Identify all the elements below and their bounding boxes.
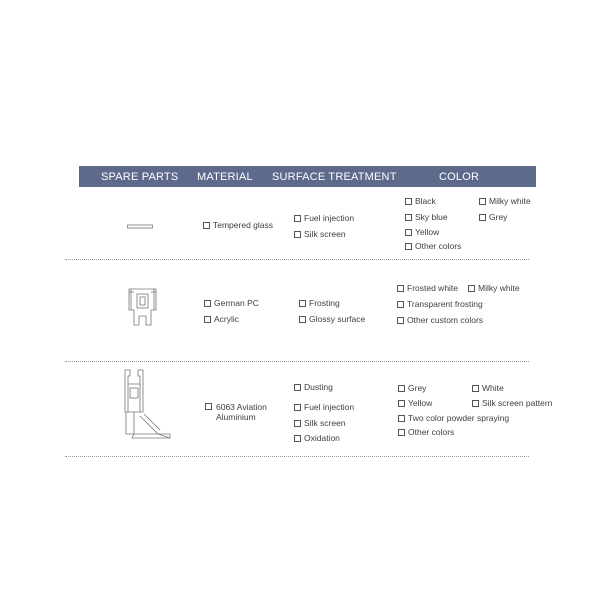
option-checkbox[interactable]: Milky white xyxy=(479,196,531,206)
header-color: COLOR xyxy=(439,171,480,183)
checkbox-icon[interactable] xyxy=(397,301,404,308)
option-checkbox[interactable]: Silk screen xyxy=(294,418,346,428)
option-checkbox[interactable]: Tempered glass xyxy=(203,220,273,230)
checkbox-icon[interactable] xyxy=(294,215,301,222)
checkbox-icon[interactable] xyxy=(397,317,404,324)
checkbox-icon[interactable] xyxy=(405,243,412,250)
pc-cover-icon xyxy=(125,288,160,326)
option-checkbox[interactable]: Sky blue xyxy=(405,212,448,222)
checkbox-icon[interactable] xyxy=(294,404,301,411)
option-checkbox[interactable]: Frosted white xyxy=(397,283,458,293)
checkbox-icon[interactable] xyxy=(479,198,486,205)
checkbox-icon[interactable] xyxy=(204,316,211,323)
checkbox-icon[interactable] xyxy=(479,214,486,221)
option-checkbox[interactable]: Black xyxy=(405,196,436,206)
row-divider xyxy=(65,456,529,457)
glass-strip-icon xyxy=(127,224,153,230)
option-checkbox[interactable]: German PC xyxy=(204,298,259,308)
option-checkbox[interactable]: Milky white xyxy=(468,283,520,293)
option-checkbox[interactable]: Yellow xyxy=(405,227,439,237)
aluminium-profile-icon xyxy=(118,368,173,443)
checkbox-icon[interactable] xyxy=(204,300,211,307)
checkbox-icon[interactable] xyxy=(294,231,301,238)
option-checkbox[interactable]: Two color powder spraying xyxy=(398,413,509,423)
checkbox-icon[interactable] xyxy=(397,285,404,292)
checkbox-icon[interactable] xyxy=(468,285,475,292)
option-checkbox[interactable]: 6063 Aviation Aluminium xyxy=(205,402,285,422)
checkbox-icon[interactable] xyxy=(398,385,405,392)
option-checkbox[interactable]: Other colors xyxy=(405,241,461,251)
checkbox-icon[interactable] xyxy=(405,198,412,205)
checkbox-icon[interactable] xyxy=(299,316,306,323)
option-checkbox[interactable]: Grey xyxy=(398,383,426,393)
header-surface-treatment: SURFACE TREATMENT xyxy=(272,171,397,183)
checkbox-icon[interactable] xyxy=(398,400,405,407)
option-checkbox[interactable]: Other custom colors xyxy=(397,315,483,325)
checkbox-icon[interactable] xyxy=(398,415,405,422)
option-checkbox[interactable]: Acrylic xyxy=(204,314,239,324)
checkbox-icon[interactable] xyxy=(405,214,412,221)
option-checkbox[interactable]: Other colors xyxy=(398,427,454,437)
option-checkbox[interactable]: Grey xyxy=(479,212,507,222)
option-checkbox[interactable]: Fuel injection xyxy=(294,213,354,223)
checkbox-icon[interactable] xyxy=(398,429,405,436)
option-checkbox[interactable]: Yellow xyxy=(398,398,432,408)
checkbox-icon[interactable] xyxy=(472,385,479,392)
table-header xyxy=(79,166,536,187)
checkbox-icon[interactable] xyxy=(205,403,212,410)
header-material: MATERIAL xyxy=(197,171,253,183)
row-divider xyxy=(65,361,529,362)
option-checkbox[interactable]: Oxidation xyxy=(294,433,340,443)
option-checkbox[interactable]: Frosting xyxy=(299,298,340,308)
option-checkbox[interactable]: Dusting xyxy=(294,382,333,392)
checkbox-icon[interactable] xyxy=(299,300,306,307)
row-divider xyxy=(65,259,529,260)
checkbox-icon[interactable] xyxy=(294,420,301,427)
option-checkbox[interactable]: Silk screen xyxy=(294,229,346,239)
option-checkbox[interactable]: Silk screen pattern xyxy=(472,398,552,408)
option-checkbox[interactable]: White xyxy=(472,383,504,393)
header-spare-parts: SPARE PARTS xyxy=(101,171,179,183)
checkbox-icon[interactable] xyxy=(294,435,301,442)
checkbox-icon[interactable] xyxy=(294,384,301,391)
option-checkbox[interactable]: Transparent frosting xyxy=(397,299,483,309)
checkbox-icon[interactable] xyxy=(203,222,210,229)
option-checkbox[interactable]: Fuel injection xyxy=(294,402,354,412)
checkbox-icon[interactable] xyxy=(405,229,412,236)
checkbox-icon[interactable] xyxy=(472,400,479,407)
option-checkbox[interactable]: Glossy surface xyxy=(299,314,365,324)
